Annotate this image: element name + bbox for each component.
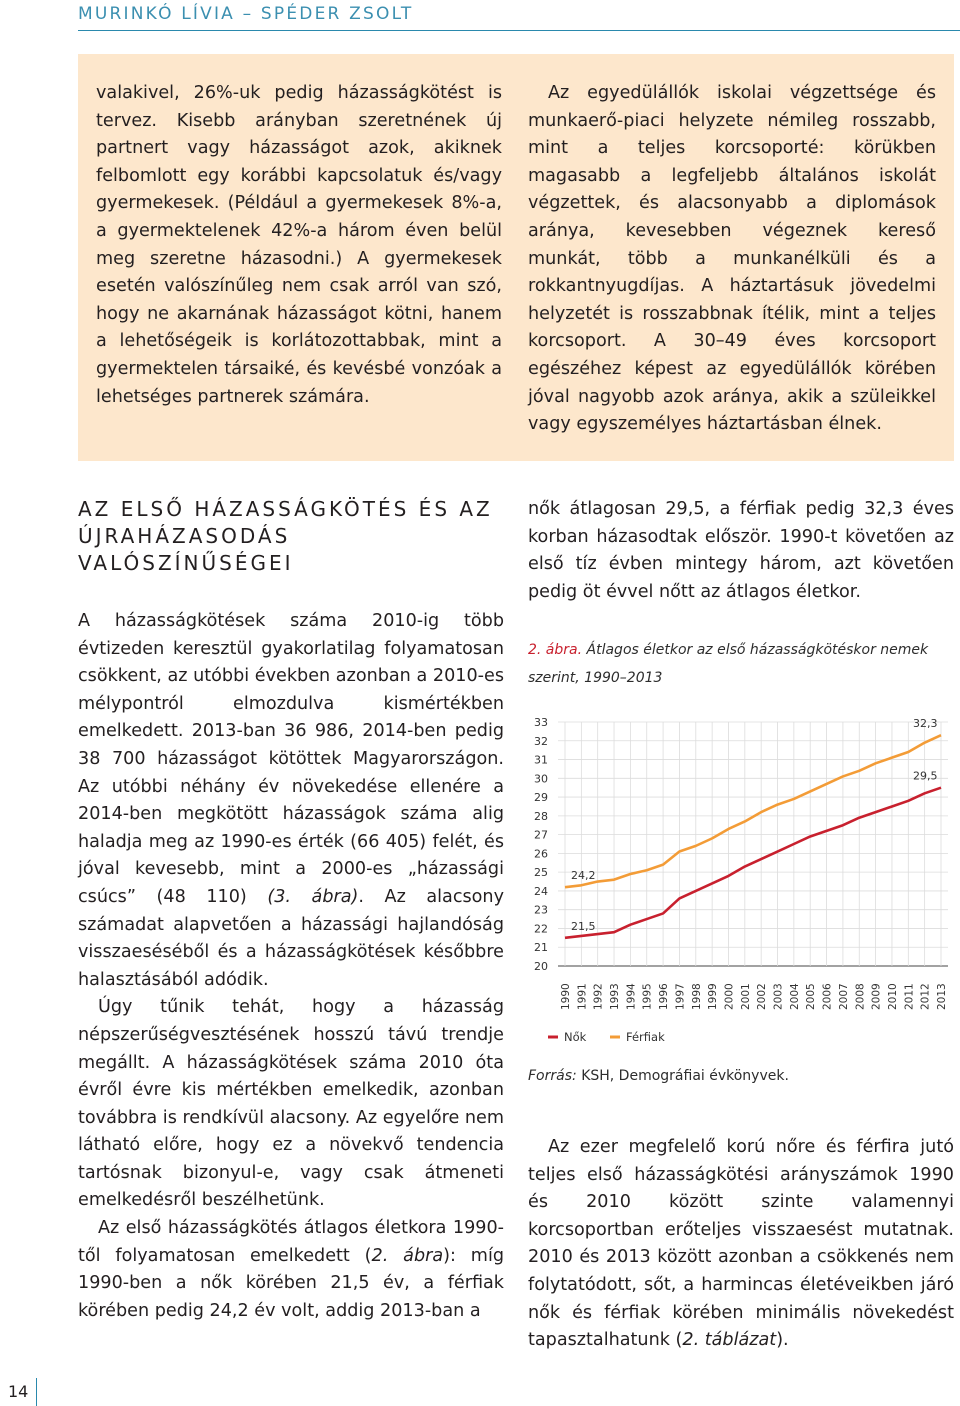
right-paragraph-2 xyxy=(528,1134,954,1355)
y-tick-label: 24 xyxy=(534,884,548,898)
age-chart xyxy=(522,712,954,1062)
y-tick-label: 20 xyxy=(534,960,548,973)
page-number: 14 xyxy=(8,1382,29,1401)
x-tick-label: 2007 xyxy=(837,983,850,1010)
right-paragraph-1: nők átlagosan 29,5, a férfiak pedig 32,3 éves korban házasodtak először. 1990-t követően az első tíz évben mintegy három, azt követően pedig öt évvel nőtt az átlagos életkor. xyxy=(528,499,954,602)
y-tick-label: 27 xyxy=(534,828,548,842)
chart-series xyxy=(565,717,941,938)
right-p2-end: ). xyxy=(776,1330,789,1351)
left-paragraph-3 xyxy=(78,1215,504,1325)
right-p2-ref: 2. táblázat xyxy=(682,1330,777,1351)
box-right-text xyxy=(528,80,936,439)
x-tick-label: 2005 xyxy=(805,983,818,1010)
series-line-ferfiak xyxy=(565,735,941,887)
left-p3-ref: 2. ábra xyxy=(371,1245,444,1266)
box-right-paragraph: Az egyedülállók iskolai végzettsége és munkaerő-piaci helyzete némileg rosszabb, mint a teljes korcsoporté: körükben magasabb a legfeljebb általános iskolát végzettek, és alacsonyabb a diplomások aránya, kevesebben végeznek kereső munkát, több a munkanélküli és a rokkantnyugdíjas. A háztartásuk jövedelmi helyzetét is rosszabbnak ítélik, mint a teljes korcsoport. A 30–49 éves korcsoport egészéhez képest az egyedülállók körében jóval nagyobb azok aránya, akik a szüleikkel vagy egyszemélyes háztartásban élnek. xyxy=(528,83,936,435)
y-tick-label: 22 xyxy=(534,922,548,936)
y-tick-label: 32 xyxy=(534,734,548,748)
series-line-nok xyxy=(565,788,941,938)
y-tick-label: 21 xyxy=(534,941,548,955)
x-tick-label: 1992 xyxy=(592,983,605,1010)
right-column-bottom xyxy=(528,1134,954,1355)
x-tick-label: 1999 xyxy=(707,983,720,1010)
left-p1-end: . Az alacsony számadat alapvetően a házassági hajlandóság visszaeséséből és a házasságkötések későbbre halasztásából adódik. xyxy=(78,886,504,990)
y-tick-label: 29 xyxy=(534,791,548,805)
x-tick-label: 2008 xyxy=(854,983,867,1010)
x-tick-label: 2013 xyxy=(936,983,948,1010)
legend-label: Férfiak xyxy=(626,1030,665,1044)
left-p3-end: ): míg 1990-ben a nők körében 21,5 év, a férfiak körében pedig 24,2 év volt, addig 2013-ban a xyxy=(78,1245,504,1321)
source-label: Forrás: xyxy=(528,1068,577,1084)
left-p1-text: A házasságkötések száma 2010-ig több évtizeden keresztül gyakorlatilag folyamatosan csökkent, az utóbbi években azonban a 2010-es mélypontról elmozdulva kismértékben emelkedett. 2013-ban 36 986, 2014-ben pedig 38 700 házasságot kötöttek Magyarországon. Az utóbbi néhány év növekedése ellenére a 2014-ben megkötött házasságok száma alig haladja meg az 1990-es érték (66 405) felét, és jóval kevesebb, mint a 2000-es „házassági csúcs” (48 110) xyxy=(78,611,504,907)
x-tick-label: 2010 xyxy=(886,983,899,1010)
header-rule xyxy=(78,30,960,31)
chart-x-axis xyxy=(560,983,948,1010)
x-tick-label: 2011 xyxy=(903,983,916,1010)
running-header: MURINKÓ LÍVIA – SPÉDER ZSOLT xyxy=(78,4,414,24)
x-tick-label: 2001 xyxy=(739,983,752,1010)
data-label: 21,5 xyxy=(571,919,596,933)
left-paragraph-1 xyxy=(78,608,504,994)
data-label: 29,5 xyxy=(913,769,938,783)
figure-label: 2. ábra. xyxy=(528,642,583,658)
y-tick-label: 23 xyxy=(534,903,548,917)
x-tick-label: 1990 xyxy=(560,983,572,1010)
legend-label: Nők xyxy=(564,1030,587,1044)
y-tick-label: 30 xyxy=(534,772,548,786)
x-tick-label: 2009 xyxy=(870,983,883,1010)
x-tick-label: 1998 xyxy=(690,983,703,1010)
x-tick-label: 1997 xyxy=(674,983,687,1010)
figure-source xyxy=(528,1068,789,1084)
left-p3-text: Az első házasságkötés átlagos életkora 1990-től folyamatosan emelkedett ( xyxy=(78,1218,504,1266)
figure-title: Átlagos életkor az első házasságkötéskor nemek szerint, 1990–2013 xyxy=(528,642,929,686)
left-paragraph-2: Úgy tűnik tehát, hogy a házasság népszerűségvesztésének hosszú távú trendje megállt. A házasságkötések száma 2010 óta évről évre kis mértékben emelkedik, azonban továbbra is rendkívül alacsony. Az egyelőre nem látható előre, hogy ez a növekvő tendencia tartósnak bizonyul-e, vagy csak átmeneti emelkedésről beszélhetünk. xyxy=(78,997,504,1211)
x-tick-label: 1993 xyxy=(609,983,622,1010)
x-tick-label: 2003 xyxy=(772,983,785,1010)
y-tick-label: 28 xyxy=(534,809,548,823)
x-tick-label: 1991 xyxy=(576,983,589,1010)
data-label: 24,2 xyxy=(571,869,596,883)
figure-caption xyxy=(528,636,954,692)
x-tick-label: 1995 xyxy=(641,983,654,1010)
source-text: KSH, Demográfiai évkönyvek. xyxy=(581,1068,789,1084)
chart-y-axis xyxy=(534,716,548,973)
left-p1-ref: (3. ábra) xyxy=(267,886,359,907)
x-tick-label: 2006 xyxy=(821,983,834,1010)
x-tick-label: 1994 xyxy=(625,983,638,1010)
y-tick-label: 31 xyxy=(534,753,548,767)
left-column xyxy=(78,608,504,1325)
box-left-paragraph: valakivel, 26%-uk pedig házasságkötést is tervez. Kisebb arányban szeretnének új partnert vagy házasságot azok, akiknek felbomlott egy korábbi kapcsolatuk és/vagy gyermekesek. (Például a gyermekesek 8%-a, a gyermektelenek 42%-a három éven belül meg szeretne házasodni.) A gyermekesek esetén valószínűleg nem csak arról van szó, hogy ne akarnának házasságot kötni, hanem a lehetőségeik is korlátozottabbak, mint a gyermektelen társaiké, és kevésbé vonzóak a lehetséges partnerek számára. xyxy=(96,83,502,407)
x-tick-label: 2004 xyxy=(788,983,801,1010)
data-label: 32,3 xyxy=(913,717,938,731)
x-tick-label: 2012 xyxy=(919,983,932,1010)
chart-legend xyxy=(548,1030,665,1044)
x-tick-label: 2000 xyxy=(723,983,736,1010)
right-p2-text: Az ezer megfelelő korú nőre és férfira jutó teljes első házasságkötési arányszámok 1990 és 2010 között szinte valamennyi korcsoportban erőteljes visszaesést mutatnak. 2010 és 2013 között azonban a csökkenés nem folytatódott, sőt, a harmincas életéveikben járó nők és férfiak körében minimális növekedést tapasztalhatunk ( xyxy=(528,1137,954,1351)
x-tick-label: 2002 xyxy=(756,983,769,1010)
y-tick-label: 25 xyxy=(534,866,548,880)
section-heading: AZ ELSŐ HÁZASSÁGKÖTÉS ÉS AZ ÚJRAHÁZASODÁS VALÓSZÍNŰSÉGEI xyxy=(78,497,493,575)
y-tick-label: 26 xyxy=(534,847,548,861)
page-number-rule xyxy=(36,1378,37,1406)
y-tick-label: 33 xyxy=(534,716,548,729)
x-tick-label: 1996 xyxy=(658,983,671,1010)
right-column-top xyxy=(528,496,954,606)
box-left-text xyxy=(96,80,502,411)
